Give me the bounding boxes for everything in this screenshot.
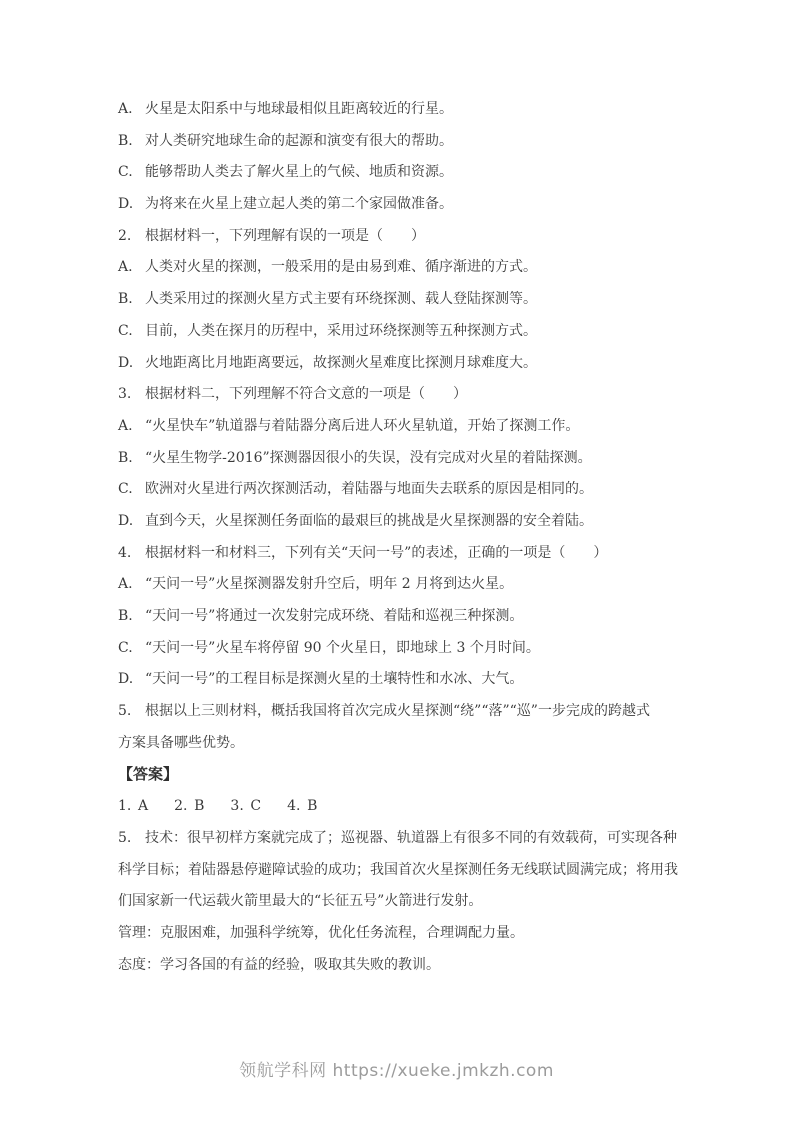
line-text: 人类采用过的探测火星方式主要有环绕探测、载人登陆探测等。 <box>145 291 537 308</box>
answer-key-row <box>118 791 678 823</box>
exam-content <box>118 94 678 981</box>
answer-key-item <box>230 791 261 823</box>
option-line <box>118 443 678 475</box>
option-line <box>118 474 678 506</box>
answer-choice: A <box>138 798 149 815</box>
line-label: 2. <box>118 227 132 244</box>
line-text: “天问一号”的工程目标是探测火星的土壤特性和水冰、大气。 <box>145 671 524 688</box>
line-label: C. <box>118 164 133 181</box>
line-text: 能够帮助人类去了解火星上的气候、地质和资源。 <box>145 164 453 181</box>
answer-key-item <box>118 791 148 823</box>
line-label: C. <box>118 481 133 498</box>
answer-number: 4. <box>287 798 301 815</box>
line-label: A. <box>118 417 133 434</box>
question-line <box>118 696 678 728</box>
line-label: A. <box>118 259 133 276</box>
option-line <box>118 506 678 538</box>
option-line <box>118 284 678 316</box>
text-line <box>118 918 678 950</box>
section-heading <box>118 759 678 791</box>
line-text: 技术：很早初样方案就完成了；巡视器、轨道器上有很多不同的有效载荷，可实现各种 <box>145 829 677 846</box>
line-text: 目前，人类在探月的历程中，采用过环绕探测等五种探测方式。 <box>145 322 537 339</box>
line-text: 管理：克服困难，加强科学统筹，优化任务流程，合理调配力量。 <box>118 924 524 941</box>
line-label: 5. <box>118 703 132 720</box>
option-line <box>118 664 678 696</box>
line-text: “天问一号”火星探测器发射升空后，明年 2 月将到达火星。 <box>145 576 514 593</box>
line-text: 科学目标；着陆器悬停避障试验的成功；我国首次火星探测任务无线联试圆满完成；将用我 <box>118 861 678 878</box>
watermark-text: 领航学科网 https://xueke.jmkzh.com <box>239 1061 554 1081</box>
option-line <box>118 411 678 443</box>
option-line <box>118 348 678 380</box>
option-line <box>118 94 678 126</box>
line-label: B. <box>118 291 133 308</box>
question-line <box>118 538 678 570</box>
answer-key-item <box>174 791 204 823</box>
option-line <box>118 157 678 189</box>
option-line <box>118 126 678 158</box>
text-line <box>118 855 678 887</box>
line-text: “火星生物学-2016”探测器因很小的失误，没有完成对火星的着陆探测。 <box>145 449 592 466</box>
line-text: “火星快车”轨道器与着陆器分离后进人环火星轨道，开始了探测工作。 <box>145 417 580 434</box>
line-text: “天问一号”将通过一次发射完成环绕、着陆和巡视三种探测。 <box>145 608 524 624</box>
line-text: 火地距离比月地距离要远，故探测火星难度比探测月球难度大。 <box>145 354 537 371</box>
line-label: C. <box>118 639 133 656</box>
option-line <box>118 252 678 284</box>
text-line <box>118 950 678 982</box>
answer-number: 2. <box>174 798 188 815</box>
line-text: 方案具备哪些优势。 <box>118 734 244 751</box>
option-line <box>118 601 678 633</box>
line-label: D. <box>118 671 134 688</box>
option-line <box>118 189 678 221</box>
line-text: 直到今天，火星探测任务面临的最艰巨的挑战是火星探测器的安全着陆。 <box>145 512 593 529</box>
question-line <box>118 221 678 253</box>
line-text: 根据材料一和材料三，下列有关“天问一号”的表述，正确的一项是（ ） <box>145 544 608 561</box>
line-text: 根据材料二，下列理解不符合文意的一项是（ ） <box>145 386 467 403</box>
line-label: 5. <box>118 829 132 846</box>
answer-choice: B <box>194 798 205 815</box>
line-label: B. <box>118 132 133 149</box>
line-text: 为将来在火星上建立起人类的第二个家园做准备。 <box>145 196 453 213</box>
line-text: 根据材料一，下列理解有误的一项是（ ） <box>145 227 425 244</box>
answer-number: 1. <box>118 798 132 815</box>
line-label: 4. <box>118 544 132 561</box>
option-line <box>118 569 678 601</box>
line-text: 火星是太阳系中与地球最相似且距离较近的行星。 <box>145 101 453 117</box>
line-text: 态度：学习各国的有益的经验，吸取其失败的教训。 <box>118 956 440 973</box>
text-line <box>118 728 678 760</box>
line-label: C. <box>118 322 133 339</box>
line-text: “天问一号”火星车将停留 90 个火星日，即地球上 3 个月时间。 <box>145 639 540 656</box>
line-label: 3. <box>118 386 132 403</box>
answer-line <box>118 823 678 855</box>
line-text: 对人类研究地球生命的起源和演变有很大的帮助。 <box>145 132 453 149</box>
line-label: D. <box>118 512 134 529</box>
answer-choice: B <box>307 798 318 815</box>
line-label: D. <box>118 196 134 213</box>
line-label: A. <box>118 101 133 117</box>
line-label: A. <box>118 576 133 593</box>
text-line <box>118 886 678 918</box>
line-text: 人类对火星的探测，一般采用的是由易到难、循序渐进的方式。 <box>145 259 537 276</box>
line-label: B. <box>118 608 133 624</box>
answer-key-item <box>287 791 317 823</box>
line-text: 【答案】 <box>118 765 179 784</box>
line-text: 根据以上三则材料，概括我国将首次完成火星探测“绕”“落”“巡”一步完成的跨越式 <box>145 703 650 720</box>
watermark <box>0 1058 793 1084</box>
line-text: 欧洲对火星进行两次探测活动，着陆器与地面失去联系的原因是相同的。 <box>145 481 593 498</box>
answer-number: 3. <box>230 798 244 815</box>
line-label: B. <box>118 449 133 466</box>
line-text: 们国家新一代运载火箭里最大的“长征五号”火箭进行发射。 <box>118 893 483 910</box>
option-line <box>118 316 678 348</box>
answer-choice: C <box>250 798 262 815</box>
option-line <box>118 633 678 665</box>
question-line <box>118 379 678 411</box>
line-label: D. <box>118 354 134 371</box>
